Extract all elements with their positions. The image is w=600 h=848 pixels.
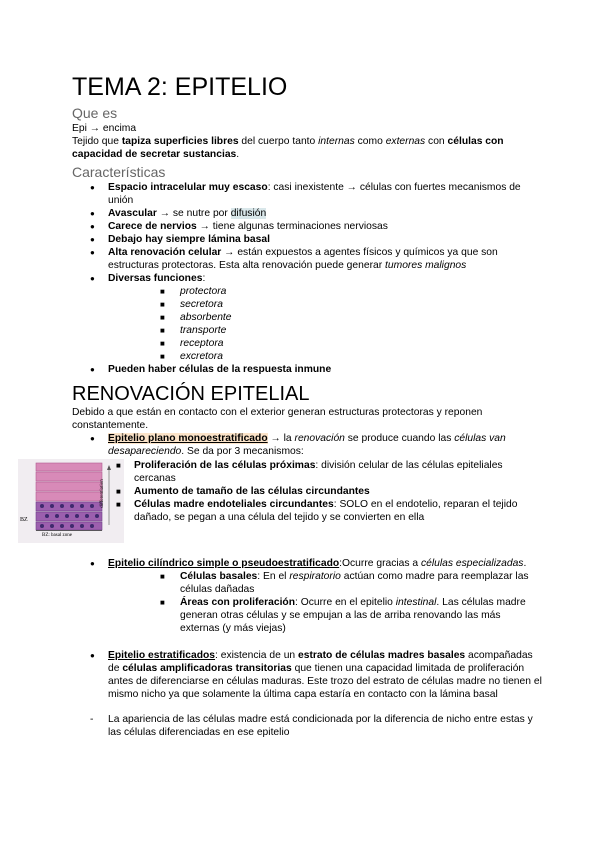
etymology: Epi → encima	[72, 123, 137, 134]
list-item: ■ receptora	[72, 337, 542, 350]
list-item: ● Carece de nervios → tiene algunas terminaciones nerviosas	[72, 220, 542, 233]
list-item: ■ Células madre endoteliales circundantes: SOLO en el endotelio, reparan el tejido dañado, se pegan a una célula del tejido y se convierten en ella	[98, 498, 542, 524]
list-item: ● Epitelio cilíndrico simple o pseudoestratificado:Ocurre gracias a células especializadas.	[72, 557, 542, 570]
figure-label-diff: differentiation	[99, 479, 105, 508]
heading-que-es: Que es	[72, 105, 118, 121]
cilindrico-list	[72, 570, 542, 635]
list-item: ● Pueden haber células de la respuesta inmune	[72, 363, 542, 376]
figure-label-bz: BZ	[20, 517, 28, 523]
caracteristicas-last	[72, 363, 542, 376]
list-item: ● Epitelio estratificados: existencia de un estrato de células madres basales acompañadas de células amplificadoras transitorias que tienen una capacidad limitada de proliferación antes de diferenciarse en células maduras. Este trozo del estrato de células madre no tienen el mismo nicho ya que solamente la última capa estaría en contacto con la lámina basal	[72, 649, 542, 701]
renovacion-intro: Debido a que están en contacto con el exterior generan estructuras protectoras y reponen constantemente.	[72, 407, 483, 431]
document-page	[20, 72, 542, 739]
list-item: ■ Áreas con proliferación: Ocurre en el epitelio intestinal. Las células madre generan otras células y se empujan a las de arriba renovando las más externas (y más viejas)	[72, 596, 542, 635]
list-item: ■ protectora	[72, 285, 542, 298]
mechanisms-list	[98, 459, 542, 524]
caracteristicas-list	[72, 181, 542, 285]
list-item: ■ Células basales: En el respiratorio actúan como madre para reemplazar las células dañadas	[72, 570, 542, 596]
list-item: ■ Aumento de tamaño de las células circundantes	[98, 485, 542, 498]
heading-caracteristicas: Características	[72, 164, 166, 180]
page-title: TEMA 2: EPITELIO	[72, 73, 288, 101]
list-item: ■ excretora	[72, 350, 542, 363]
heading-renovacion: RENOVACIÓN EPITELIAL	[72, 383, 310, 405]
definition: Tejido que tapiza superficies libres del cuerpo tanto internas como externas con células con capacidad de secretar sustancias.	[72, 136, 504, 160]
list-item: ● Alta renovación celular → están expuestos a agentes físicos y químicos ya que son estructuras protectoras. Esta alta renovación puede generar tumores malignos	[72, 246, 542, 272]
figure-row	[20, 459, 542, 543]
list-item: ● Espacio intracelular muy escaso: casi inexistente → células con fuertes mecanismos de unión	[72, 181, 542, 207]
renovacion-cilindrico	[72, 557, 542, 570]
list-item: ● Diversas funciones:	[72, 272, 542, 285]
funciones-list	[72, 285, 542, 363]
renovacion-estratificados	[72, 649, 542, 701]
highlight: difusión	[230, 208, 267, 219]
list-item: ● Debajo hay siempre lámina basal	[72, 233, 542, 246]
list-item: ■ absorbente	[72, 311, 542, 324]
figure-label-basal: BZ: basal zone	[42, 533, 72, 538]
list-item: ● Epitelio plano monoestratificado → la renovación se produce cuando las células van desapareciendo. Se da por 3 mecanismos:	[72, 432, 542, 458]
list-item: ● Avascular → se nutre por difusión	[72, 207, 542, 220]
mechanisms-block	[134, 459, 542, 524]
list-item: ■ secretora	[72, 298, 542, 311]
renovacion-plano	[72, 432, 542, 458]
list-item: ■ transporte	[72, 324, 542, 337]
list-item: ■ Proliferación de las células próximas: división celular de las células epiteliales cercanas	[98, 459, 542, 485]
dash-note: - La apariencia de las células madre está condicionada por la diferencia de nicho entre estas y las células diferenciadas en ese epitelio	[72, 713, 542, 739]
